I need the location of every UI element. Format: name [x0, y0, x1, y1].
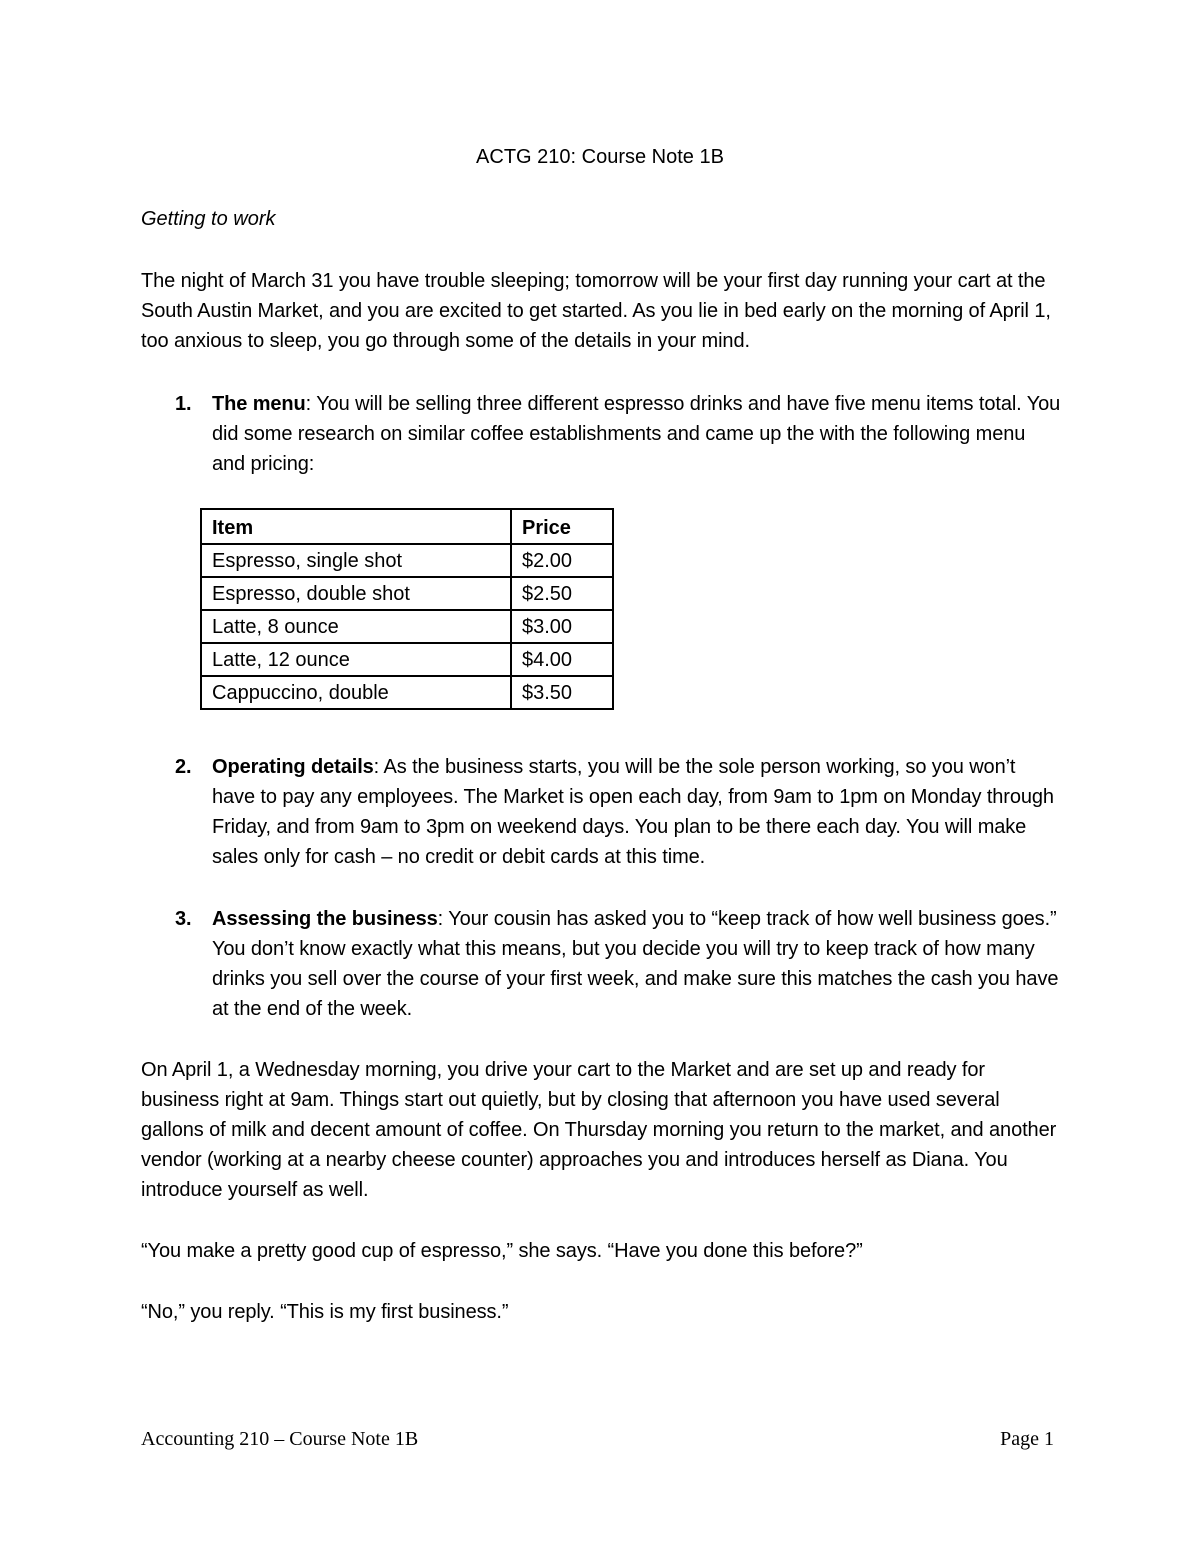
- list-heading: The menu: [212, 393, 306, 415]
- table-cell-item: Espresso, double shot: [201, 577, 511, 610]
- menu-price-table: [200, 508, 614, 710]
- page-title: ACTG 210: Course Note 1B: [476, 146, 724, 168]
- list-number: 2.: [175, 756, 192, 778]
- list-text: : You will be selling three different espresso drinks and have five menu items total. You did some research on similar coffee establishments and came up the with the following menu and pricing:: [212, 393, 1061, 475]
- list-body: [212, 904, 1062, 1024]
- list-number: 3.: [175, 908, 192, 930]
- list-heading: Operating details: [212, 756, 374, 778]
- dialogue-quote: “You make a pretty good cup of espresso,” she says. “Have you done this before?”: [141, 1240, 863, 1262]
- table-cell-price: $4.00: [511, 643, 613, 676]
- table-cell-price: $2.00: [511, 544, 613, 577]
- list-text: : As the business starts, you will be the sole person working, so you won’t have to pay any employees. The Market is open each day, from 9am to 1pm on Monday through Friday, and from 9am to 3pm on weekend days. You plan to be there each day. You will make sales only for cash – no credit or debit cards at this time.: [212, 756, 1054, 868]
- table-header-price: Price: [511, 509, 613, 544]
- section-subtitle: Getting to work: [141, 208, 276, 230]
- table-cell-item: Cappuccino, double: [201, 676, 511, 709]
- table-header-item: Item: [201, 509, 511, 544]
- table-cell-price: $3.00: [511, 610, 613, 643]
- table-cell-price: $2.50: [511, 577, 613, 610]
- table-row: [201, 610, 613, 643]
- table-row: [201, 676, 613, 709]
- table-cell-item: Latte, 8 ounce: [201, 610, 511, 643]
- list-body: [212, 752, 1062, 872]
- intro-paragraph: The night of March 31 you have trouble sleeping; tomorrow will be your first day running your cart at the South Austin Market, and you are excited to get started. As you lie in bed early on the morning of April 1, too anxious to sleep, you go through some of the details in your mind.: [141, 270, 1051, 352]
- list-heading: Assessing the business: [212, 908, 438, 930]
- table-row: [201, 577, 613, 610]
- april-paragraph: On April 1, a Wednesday morning, you drive your cart to the Market and are set up and ready for business right at 9am. Things start out quietly, but by closing that afternoon you have used several gallons of milk and decent amount of coffee. On Thursday morning you return to the market, and another vendor (working at a nearby cheese counter) approaches you and introduces herself as Diana. You introduce yourself as well.: [141, 1059, 1057, 1201]
- list-body: [212, 389, 1062, 479]
- table-cell-item: Latte, 12 ounce: [201, 643, 511, 676]
- table-row: [201, 643, 613, 676]
- dialogue-reply: “No,” you reply. “This is my first business.”: [141, 1301, 509, 1323]
- list-number: 1.: [175, 393, 192, 415]
- footer-page-number: Page 1: [1000, 1428, 1054, 1450]
- footer-course-title: Accounting 210 – Course Note 1B: [141, 1428, 419, 1450]
- table-row: [201, 544, 613, 577]
- table-cell-price: $3.50: [511, 676, 613, 709]
- list-text: : Your cousin has asked you to “keep track of how well business goes.” You don’t know exactly what this means, but you decide you will try to keep track of how many drinks you sell over the course of your first week, and make sure this matches the cash you have at the end of the week.: [212, 908, 1059, 1020]
- table-header-row: [201, 509, 613, 544]
- table-cell-item: Espresso, single shot: [201, 544, 511, 577]
